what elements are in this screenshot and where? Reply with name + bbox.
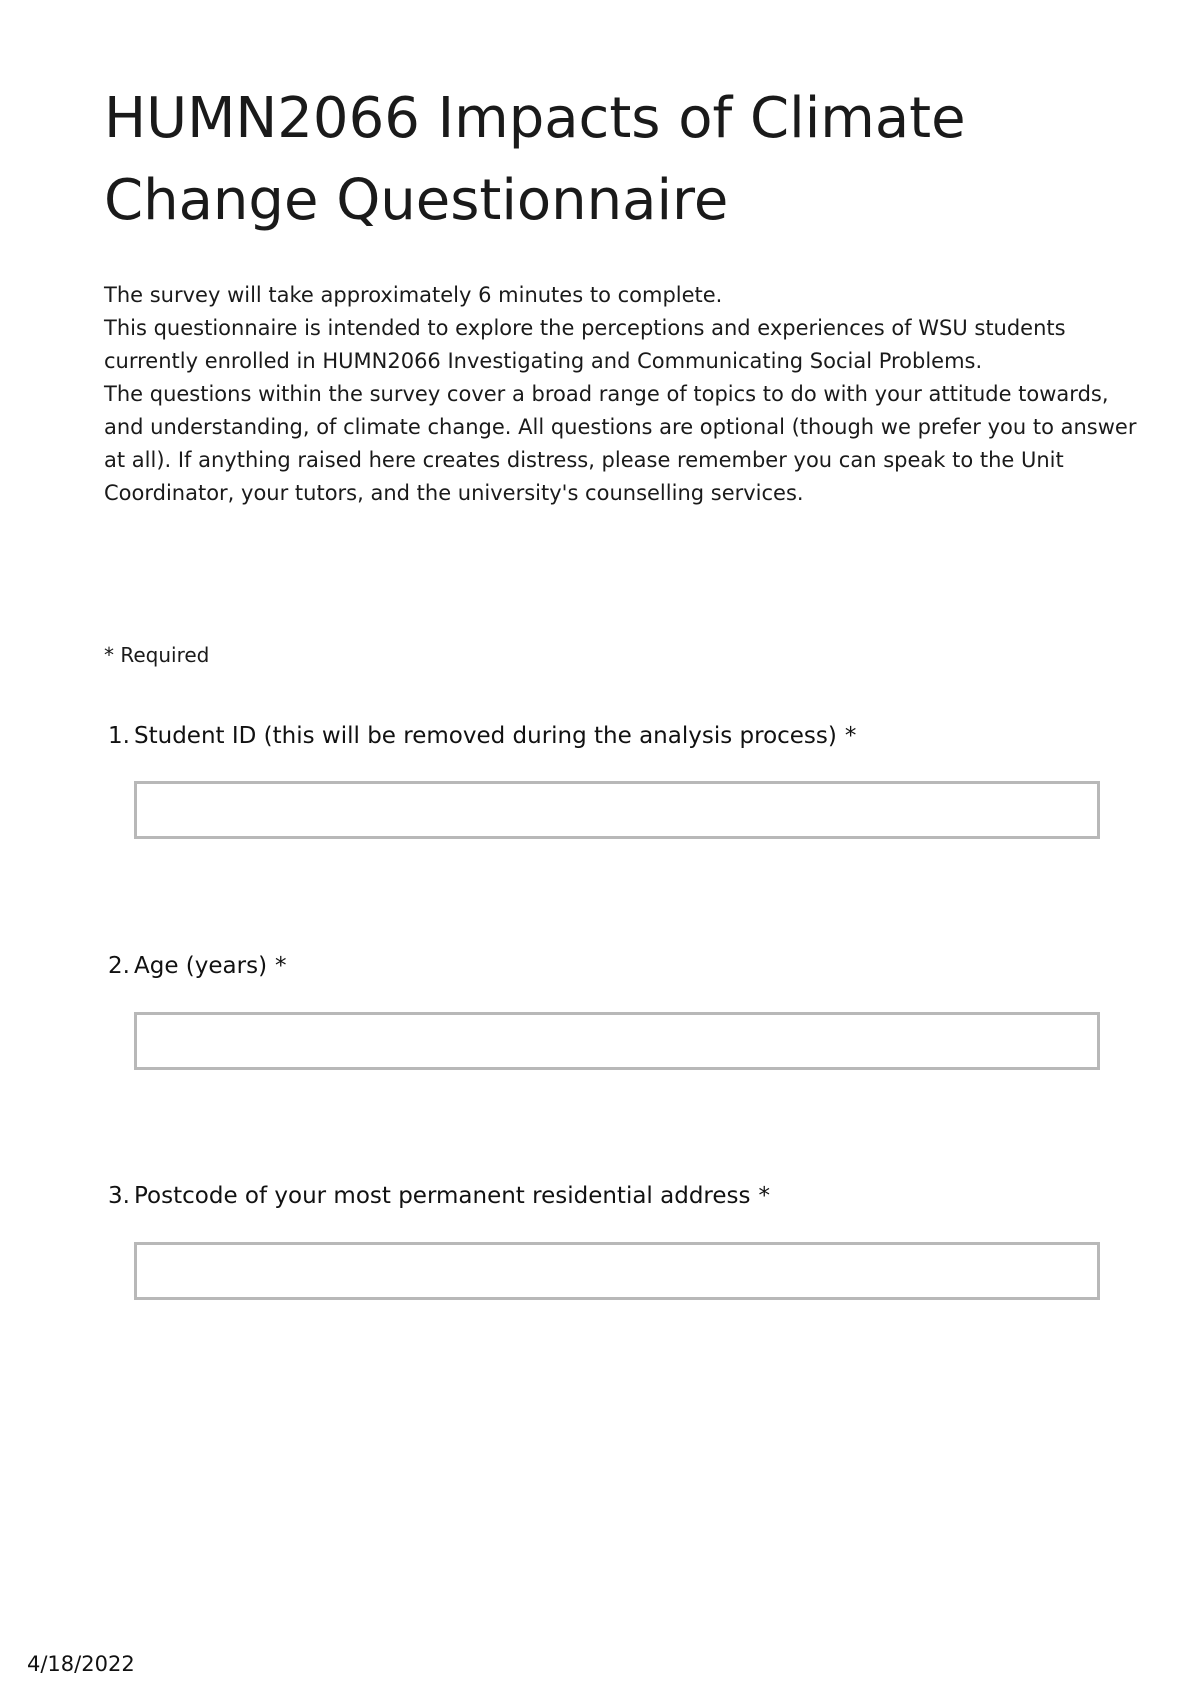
question-text: Postcode of your most permanent residential address bbox=[134, 1183, 751, 1209]
age-input[interactable] bbox=[134, 1012, 1100, 1070]
question-age bbox=[108, 950, 1108, 982]
required-marker: * bbox=[275, 953, 287, 979]
required-note: * Required bbox=[104, 643, 210, 667]
question-student-id bbox=[108, 720, 1108, 752]
required-marker: * bbox=[758, 1183, 770, 1209]
intro-line: The survey will take approximately 6 minutes to complete. bbox=[104, 283, 723, 307]
required-marker: * bbox=[844, 723, 857, 749]
question-text: Age (years) bbox=[134, 953, 268, 979]
question-number: 2. bbox=[108, 953, 130, 979]
question-label bbox=[108, 950, 1108, 982]
print-date: 4/18/2022 bbox=[27, 1652, 135, 1676]
postcode-input[interactable] bbox=[134, 1242, 1100, 1300]
page-title: HUMN2066 Impacts of Climate Change Questionnaire bbox=[104, 86, 966, 233]
question-number: 1. bbox=[108, 723, 130, 749]
intro-line: This questionnaire is intended to explore the perceptions and experiences of WSU students currently enrolled in HUMN2066 Investigating and Communicating Social Problems. bbox=[104, 316, 1066, 373]
question-postcode bbox=[108, 1180, 1108, 1212]
question-text: Student ID (this will be removed during the analysis process) bbox=[134, 723, 837, 749]
question-label bbox=[108, 720, 1108, 752]
question-number: 3. bbox=[108, 1183, 130, 1209]
intro-line: The questions within the survey cover a broad range of topics to do with your attitude towards, and understanding, of climate change. All questions are optional (though we prefer you to answer at all). If anything raised here creates distress, please remember you can speak to the Unit Coordinator, your tutors, and the university's counselling services. bbox=[104, 382, 1137, 505]
question-label bbox=[108, 1180, 1108, 1212]
intro-text bbox=[104, 279, 1144, 510]
student-id-input[interactable] bbox=[134, 781, 1100, 839]
